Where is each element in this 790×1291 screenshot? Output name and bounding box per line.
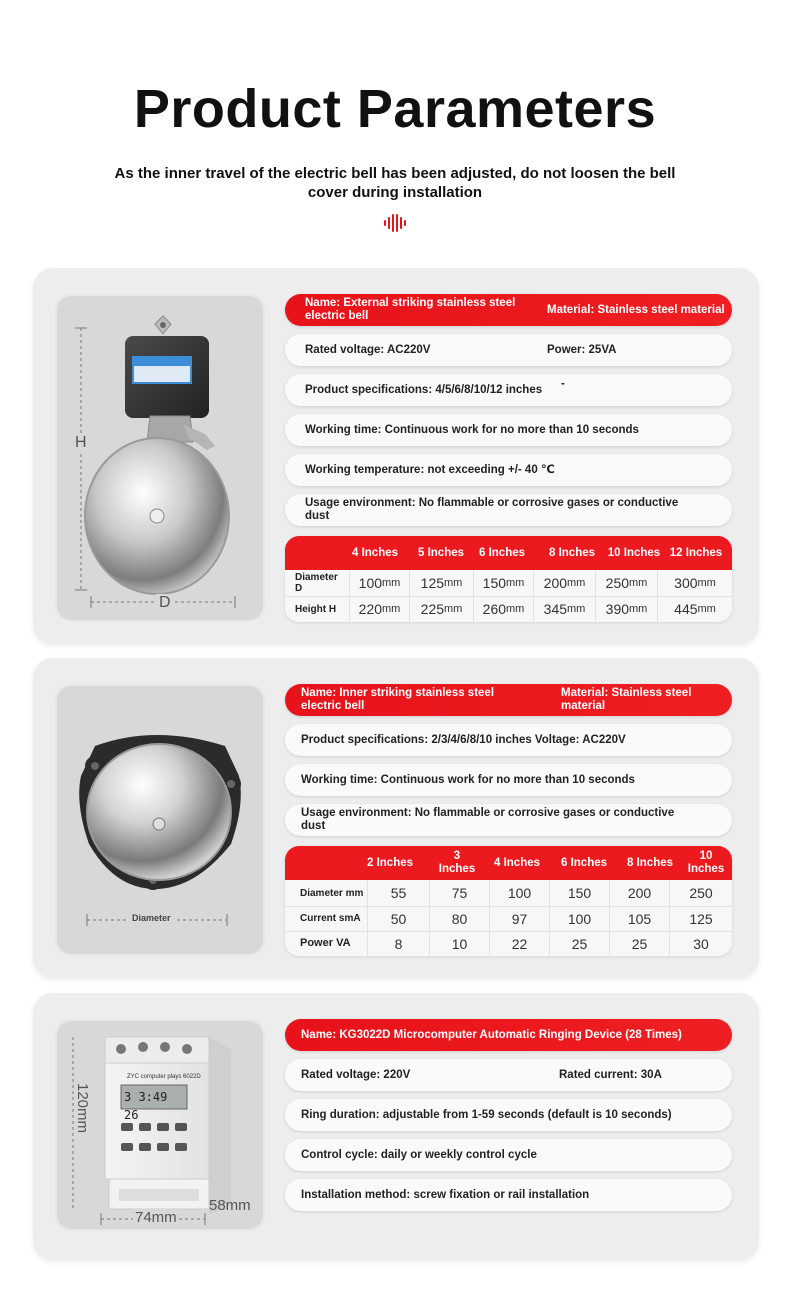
table-cell-unit: mm: [697, 577, 716, 589]
usage-environment: Usage environment: No flammable or corrosive gases or conductive dust: [305, 497, 679, 522]
control-cycle: Control cycle: daily or weekly control cycle: [301, 1148, 537, 1161]
table-cell: [473, 570, 533, 596]
table-cell: [349, 596, 409, 622]
table-row-label: Current smA: [300, 913, 361, 924]
working-time-row: [285, 414, 732, 446]
table-cell: 97: [489, 906, 549, 931]
product-specifications: Product specifications: 2/3/4/6/8/10 inches Voltage: AC220V: [301, 733, 626, 746]
table-cell: 25: [609, 931, 669, 956]
working-time-row: [285, 764, 732, 796]
device-label: ZYC computer plays 6022D: [127, 1074, 201, 1080]
ringing-device-card: [33, 993, 759, 1260]
table-cell: 25: [549, 931, 609, 956]
table-header-cell: 4 Inches: [493, 856, 541, 869]
table-cell: 8: [367, 931, 429, 956]
power-rating: Power: 25VA: [547, 343, 617, 356]
table-cell-unit: mm: [629, 577, 648, 589]
rated-voltage: Rated voltage: 220V: [301, 1068, 411, 1081]
working-time: Working time: Continuous work for no more than 10 seconds: [305, 423, 639, 436]
usage-environment-row: [285, 804, 732, 836]
table-cell-unit: mm: [444, 603, 463, 615]
table-cell-value: 260: [482, 601, 507, 617]
table-cell-value: 150: [482, 575, 507, 591]
inner-bell-size-table: [285, 846, 732, 956]
table-cell: [595, 596, 657, 622]
specifications-row: [285, 724, 732, 756]
ringing-device-name-row: [285, 1019, 732, 1051]
table-cell-value: 225: [420, 601, 445, 617]
external-bell-name-row: [285, 294, 732, 326]
table-cell-value: 390: [605, 601, 630, 617]
voltage-current-row: [285, 1059, 732, 1091]
sound-wave-icon: [383, 213, 407, 233]
ring-duration: Ring duration: adjustable from 1-59 seconds (default is 10 seconds): [301, 1108, 672, 1121]
table-cell: 30: [669, 931, 732, 956]
working-temperature-row: [285, 454, 732, 486]
table-header-cell: 6 Inches: [478, 546, 526, 559]
table-cell: [349, 570, 409, 596]
table-row-label: Power VA: [300, 937, 351, 949]
table-cell: [473, 596, 533, 622]
external-bell-card: [33, 268, 759, 644]
control-cycle-row: [285, 1139, 732, 1171]
rated-voltage: Rated voltage: AC220V: [305, 343, 431, 356]
external-bell-image: [55, 294, 265, 622]
table-cell-unit: mm: [697, 603, 716, 615]
table-cell: 75: [429, 880, 489, 906]
table-cell-value: 250: [605, 575, 630, 591]
table-cell-value: 125: [420, 575, 445, 591]
table-cell: [595, 570, 657, 596]
height-dimension-label: 120mm: [74, 1083, 91, 1134]
table-cell-value: 200: [543, 575, 568, 591]
table-row-label: Height H: [295, 603, 337, 615]
table-header-cell: 12 Inches: [669, 546, 723, 559]
product-material: Material: Stainless steel material: [547, 303, 725, 316]
product-specifications: Product specifications: 4/5/6/8/10/12 inches: [305, 383, 543, 396]
product-material: Material: Stainless steel material: [561, 687, 692, 712]
table-row-label: Diameter D: [295, 572, 338, 594]
table-header-cell: 3 Inches: [438, 850, 476, 875]
product-name: Name: Inner striking stainless steel electric bell: [301, 687, 495, 712]
voltage-power-row: [285, 334, 732, 366]
usage-environment-row: [285, 494, 732, 526]
table-cell-unit: mm: [629, 603, 648, 615]
inner-bell-image: [55, 684, 265, 956]
external-bell-illustration: [55, 294, 265, 622]
table-cell: [409, 596, 473, 622]
table-header-cell: 6 Inches: [560, 856, 608, 869]
table-cell: 55: [367, 880, 429, 906]
table-cell: [533, 570, 595, 596]
table-cell-value: 220: [358, 601, 383, 617]
table-cell-value: 300: [674, 575, 698, 591]
table-cell: [409, 570, 473, 596]
table-cell: 100: [489, 880, 549, 906]
diameter-dimension-label: D: [156, 594, 174, 612]
page-title: Product Parameters: [133, 79, 657, 139]
installation-row: [285, 1179, 732, 1211]
installation-method: Installation method: screw fixation or rail installation: [301, 1188, 590, 1201]
product-name: Name: KG3022D Microcomputer Automatic Ringing Device (28 Times): [301, 1028, 682, 1041]
specifications-extra: -: [561, 377, 565, 390]
table-cell-unit: mm: [506, 577, 525, 589]
external-bell-size-table: [285, 536, 732, 622]
table-cell: 80: [429, 906, 489, 931]
table-cell: 10: [429, 931, 489, 956]
table-cell-value: 445: [674, 601, 698, 617]
specifications-row: [285, 374, 732, 406]
working-time: Working time: Continuous work for no more than 10 seconds: [301, 773, 635, 786]
table-cell-unit: mm: [444, 577, 463, 589]
inner-bell-card: [33, 658, 759, 978]
lcd-display: 3 3:49 26: [124, 1090, 168, 1122]
table-cell-unit: mm: [567, 603, 586, 615]
table-cell-value: 100: [358, 575, 383, 591]
table-row-label: Diameter mm: [300, 887, 364, 899]
table-header-cell: 8 Inches: [626, 856, 674, 869]
width-dimension-label: 74mm: [135, 1209, 177, 1226]
rated-current: Rated current: 30A: [559, 1068, 662, 1081]
usage-environment: Usage environment: No flammable or corrosive gases or conductive dust: [301, 807, 675, 832]
table-cell-unit: mm: [567, 577, 586, 589]
table-cell: 100: [549, 906, 609, 931]
ring-duration-row: [285, 1099, 732, 1131]
table-cell: 22: [489, 931, 549, 956]
table-cell-unit: mm: [506, 603, 525, 615]
table-cell: [533, 596, 595, 622]
table-cell-value: 345: [543, 601, 568, 617]
table-cell: 105: [609, 906, 669, 931]
table-cell-unit: mm: [382, 577, 401, 589]
table-header-cell: 2 Inches: [366, 856, 414, 869]
table-cell: [657, 596, 732, 622]
table-header-cell: 10 Inches: [607, 546, 661, 559]
ringing-device-image: [55, 1019, 265, 1231]
diameter-dimension-label: Diameter: [129, 913, 174, 923]
product-name: Name: External striking stainless steel electric bell: [305, 297, 516, 322]
table-cell: 50: [367, 906, 429, 931]
working-temperature: Working temperature: not exceeding +/- 40 ℃: [305, 463, 555, 476]
table-cell: 125: [669, 906, 732, 931]
table-cell: 150: [549, 880, 609, 906]
table-cell-unit: mm: [382, 603, 401, 615]
table-cell: 250: [669, 880, 732, 906]
table-header-cell: 10 Inches: [687, 850, 725, 875]
page-subtitle: As the inner travel of the electric bell has been adjusted, do not loosen the bell cover during installation: [114, 165, 676, 201]
table-cell: 200: [609, 880, 669, 906]
height-dimension-label: H: [75, 434, 87, 451]
depth-dimension-label: 58mm: [209, 1197, 251, 1214]
table-header-cell: 4 Inches: [351, 546, 399, 559]
inner-bell-name-row: [285, 684, 732, 716]
table-header-cell: 5 Inches: [417, 546, 465, 559]
table-cell: [657, 570, 732, 596]
table-header-cell: 8 Inches: [548, 546, 596, 559]
